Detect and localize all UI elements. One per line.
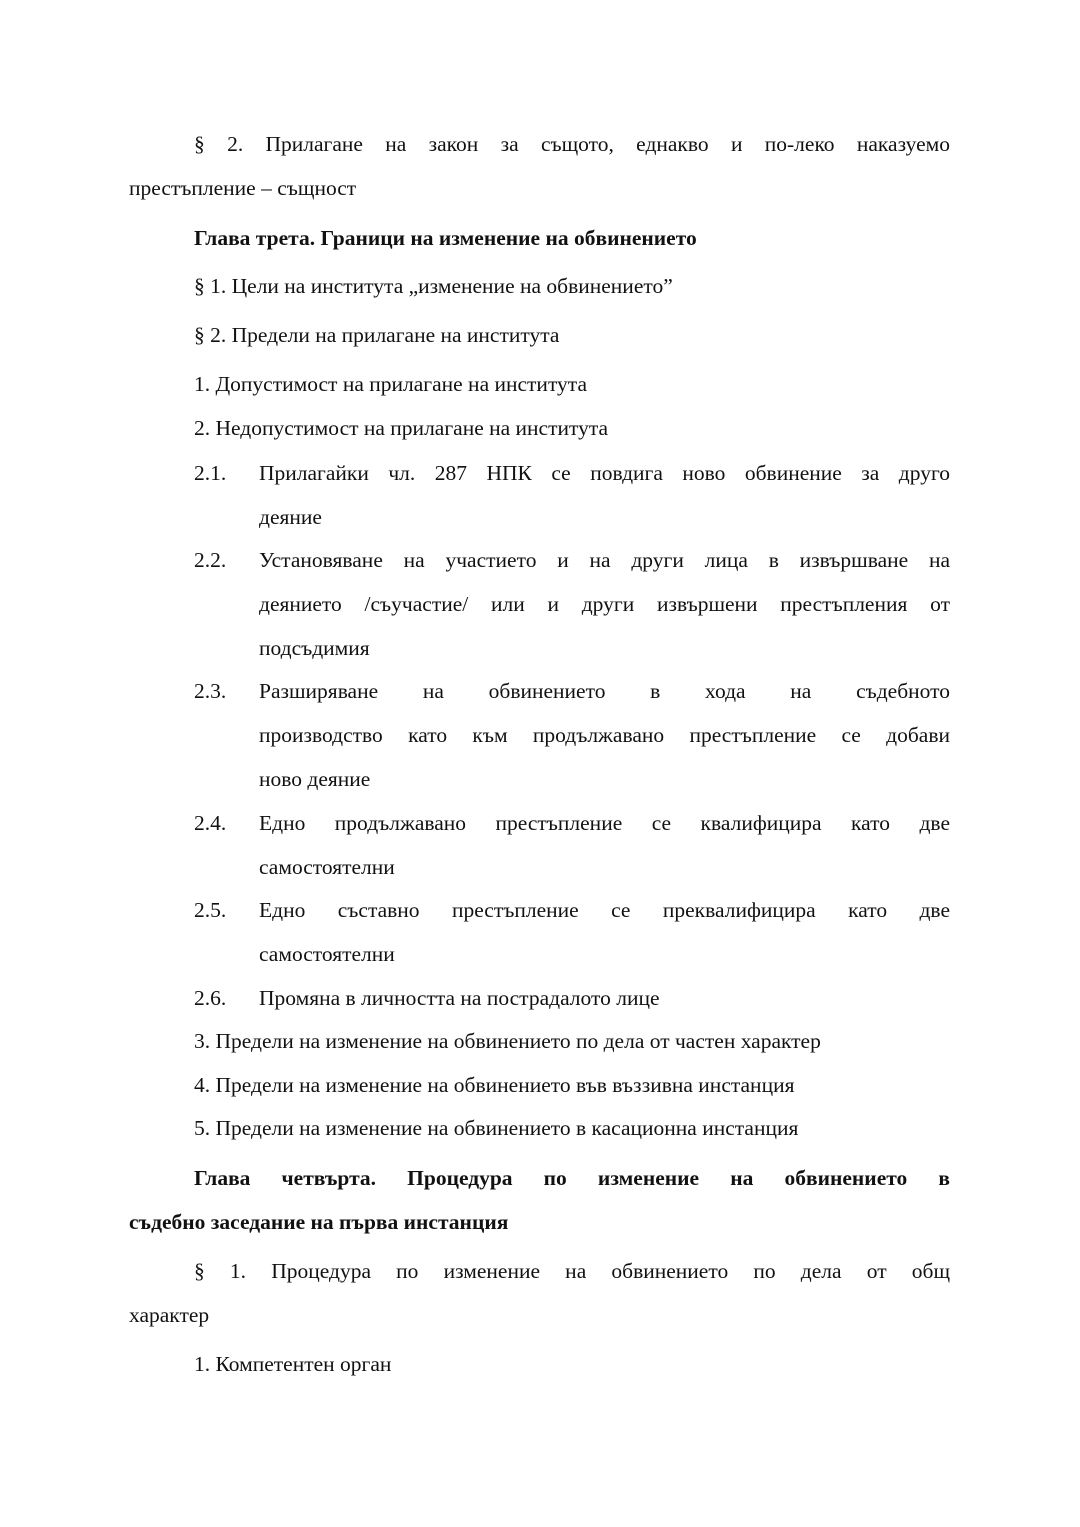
list-item: 1. Допустимост на прилагане на института: [194, 372, 588, 396]
sub-item-line: самостоятелни: [259, 855, 395, 879]
sub-item-number: 2.3.: [194, 679, 227, 703]
list-item: 3. Предели на изменение на обвинението по дела от частен характер: [194, 1029, 821, 1053]
chapter-heading: Глава трета. Граници на изменение на обвинението: [194, 226, 697, 250]
list-item: 4. Предели на изменение на обвинението във въззивна инстанция: [194, 1073, 795, 1097]
sub-item-number: 2.1.: [194, 461, 227, 485]
sub-item-number: 2.5.: [194, 898, 227, 922]
heading-line: Глава четвърта. Процедура по изменение на обвинението в: [194, 1166, 950, 1190]
sub-item-line: Прилагайки чл. 287 НПК се повдига ново обвинение за друго: [259, 461, 950, 485]
sub-item-number: 2.4.: [194, 811, 227, 835]
section-paragraph: [129, 1249, 950, 1337]
paragraph-line: § 1. Процедура по изменение на обвинението по дела от общ: [194, 1259, 950, 1283]
sub-item-line: Установяване на участието и на други лица в извършване на: [259, 548, 950, 572]
sub-item-line: подсъдимия: [259, 636, 370, 660]
list-item: 2. Недопустимост на прилагане на института: [194, 416, 609, 440]
sub-item: [194, 538, 950, 670]
sub-item-line: деяние: [259, 505, 322, 529]
section-heading: § 2. Предели на прилагане на института: [194, 323, 560, 347]
sub-item-line: Промяна в личността на пострадалото лице: [259, 986, 660, 1010]
chapter-heading: [129, 1156, 950, 1244]
sub-item-line: производство като към продължавано престъпление се добави: [259, 723, 950, 747]
paragraph-line: § 2. Прилагане на закон за същото, еднакво и по-леко наказуемо: [194, 132, 950, 156]
heading-line: съдебно заседание на първа инстанция: [129, 1210, 509, 1234]
section-heading: § 1. Цели на института „изменение на обвинението”: [194, 274, 673, 298]
sub-item: [194, 976, 950, 1020]
section-paragraph: [129, 122, 950, 210]
sub-item-number: 2.6.: [194, 986, 227, 1010]
sub-item-number: 2.2.: [194, 548, 227, 572]
sub-item: [194, 669, 950, 801]
sub-item-line: Едно съставно престъпление се преквалифицира като две: [259, 898, 950, 922]
sub-item: [194, 801, 950, 889]
paragraph-line: характер: [129, 1303, 210, 1327]
sub-item: [194, 888, 950, 976]
sub-item-line: Едно продължавано престъпление се квалифицира като две: [259, 811, 950, 835]
sub-item: [194, 451, 950, 539]
sub-item-line: деянието /съучастие/ или и други извършени престъпления от: [259, 592, 950, 616]
paragraph-line: престъпление – същност: [129, 176, 357, 200]
sub-item-line: самостоятелни: [259, 942, 395, 966]
list-item: 5. Предели на изменение на обвинението в касационна инстанция: [194, 1116, 799, 1140]
list-item: 1. Компетентен орган: [194, 1352, 392, 1376]
sub-item-line: Разширяване на обвинението в хода на съдебното: [259, 679, 950, 703]
sub-item-line: ново деяние: [259, 767, 371, 791]
